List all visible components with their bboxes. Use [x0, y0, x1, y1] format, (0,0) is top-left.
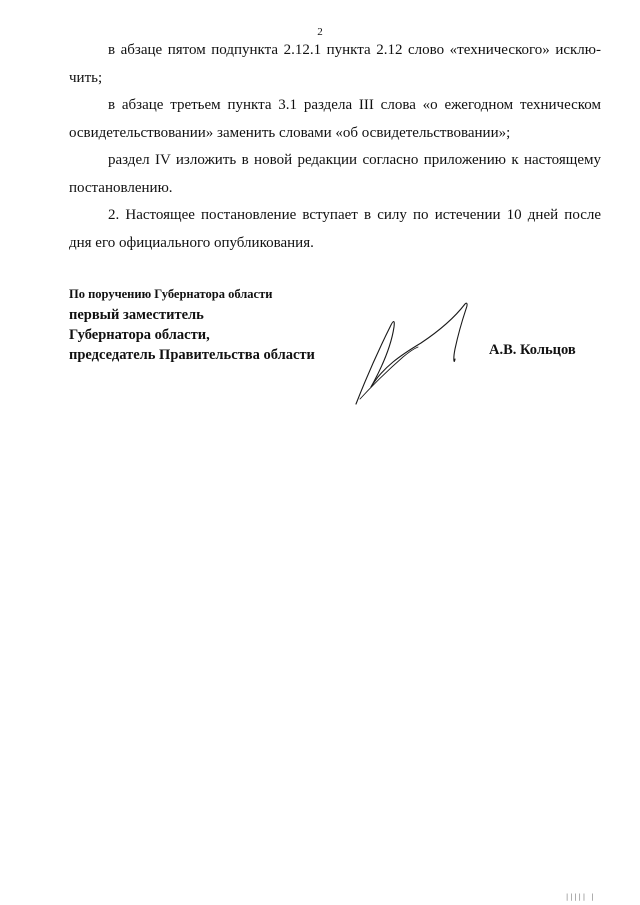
signature-title-line-1: первый заместитель — [69, 307, 204, 323]
document-body — [69, 37, 601, 257]
signature-block — [69, 284, 315, 365]
footer-marks: ||||| | — [565, 893, 595, 901]
signature-title-line-2: Губернатора области, — [69, 327, 210, 343]
signature-title-line-3: председатель Правительства области — [69, 347, 315, 363]
handwritten-signature — [343, 297, 473, 405]
paragraph-3: раздел IV изложить в новой редакции согласно приложению к настоящему постановлению. — [69, 152, 601, 196]
signature-stroke-1 — [356, 322, 394, 405]
signer-name: А.В. Кольцов — [489, 342, 576, 358]
paragraph-1: в абзаце пятом подпункта 2.12.1 пункта 2.12 слово «технического» исклю-чить; — [69, 42, 601, 86]
paragraph-4: 2. Настоящее постановление вступает в силу по истечении 10 дней после дня его официального опубликования. — [69, 207, 601, 251]
signature-stroke-2 — [371, 303, 467, 387]
signature-on-behalf-line: По поручению Губернатора области — [69, 287, 273, 301]
paragraph-2: в абзаце третьем пункта 3.1 раздела III слова «о ежегодном техническом освидетельствовании» заменить словами «об освидетельствовании»; — [69, 97, 601, 141]
page-number: 2 — [317, 26, 323, 38]
